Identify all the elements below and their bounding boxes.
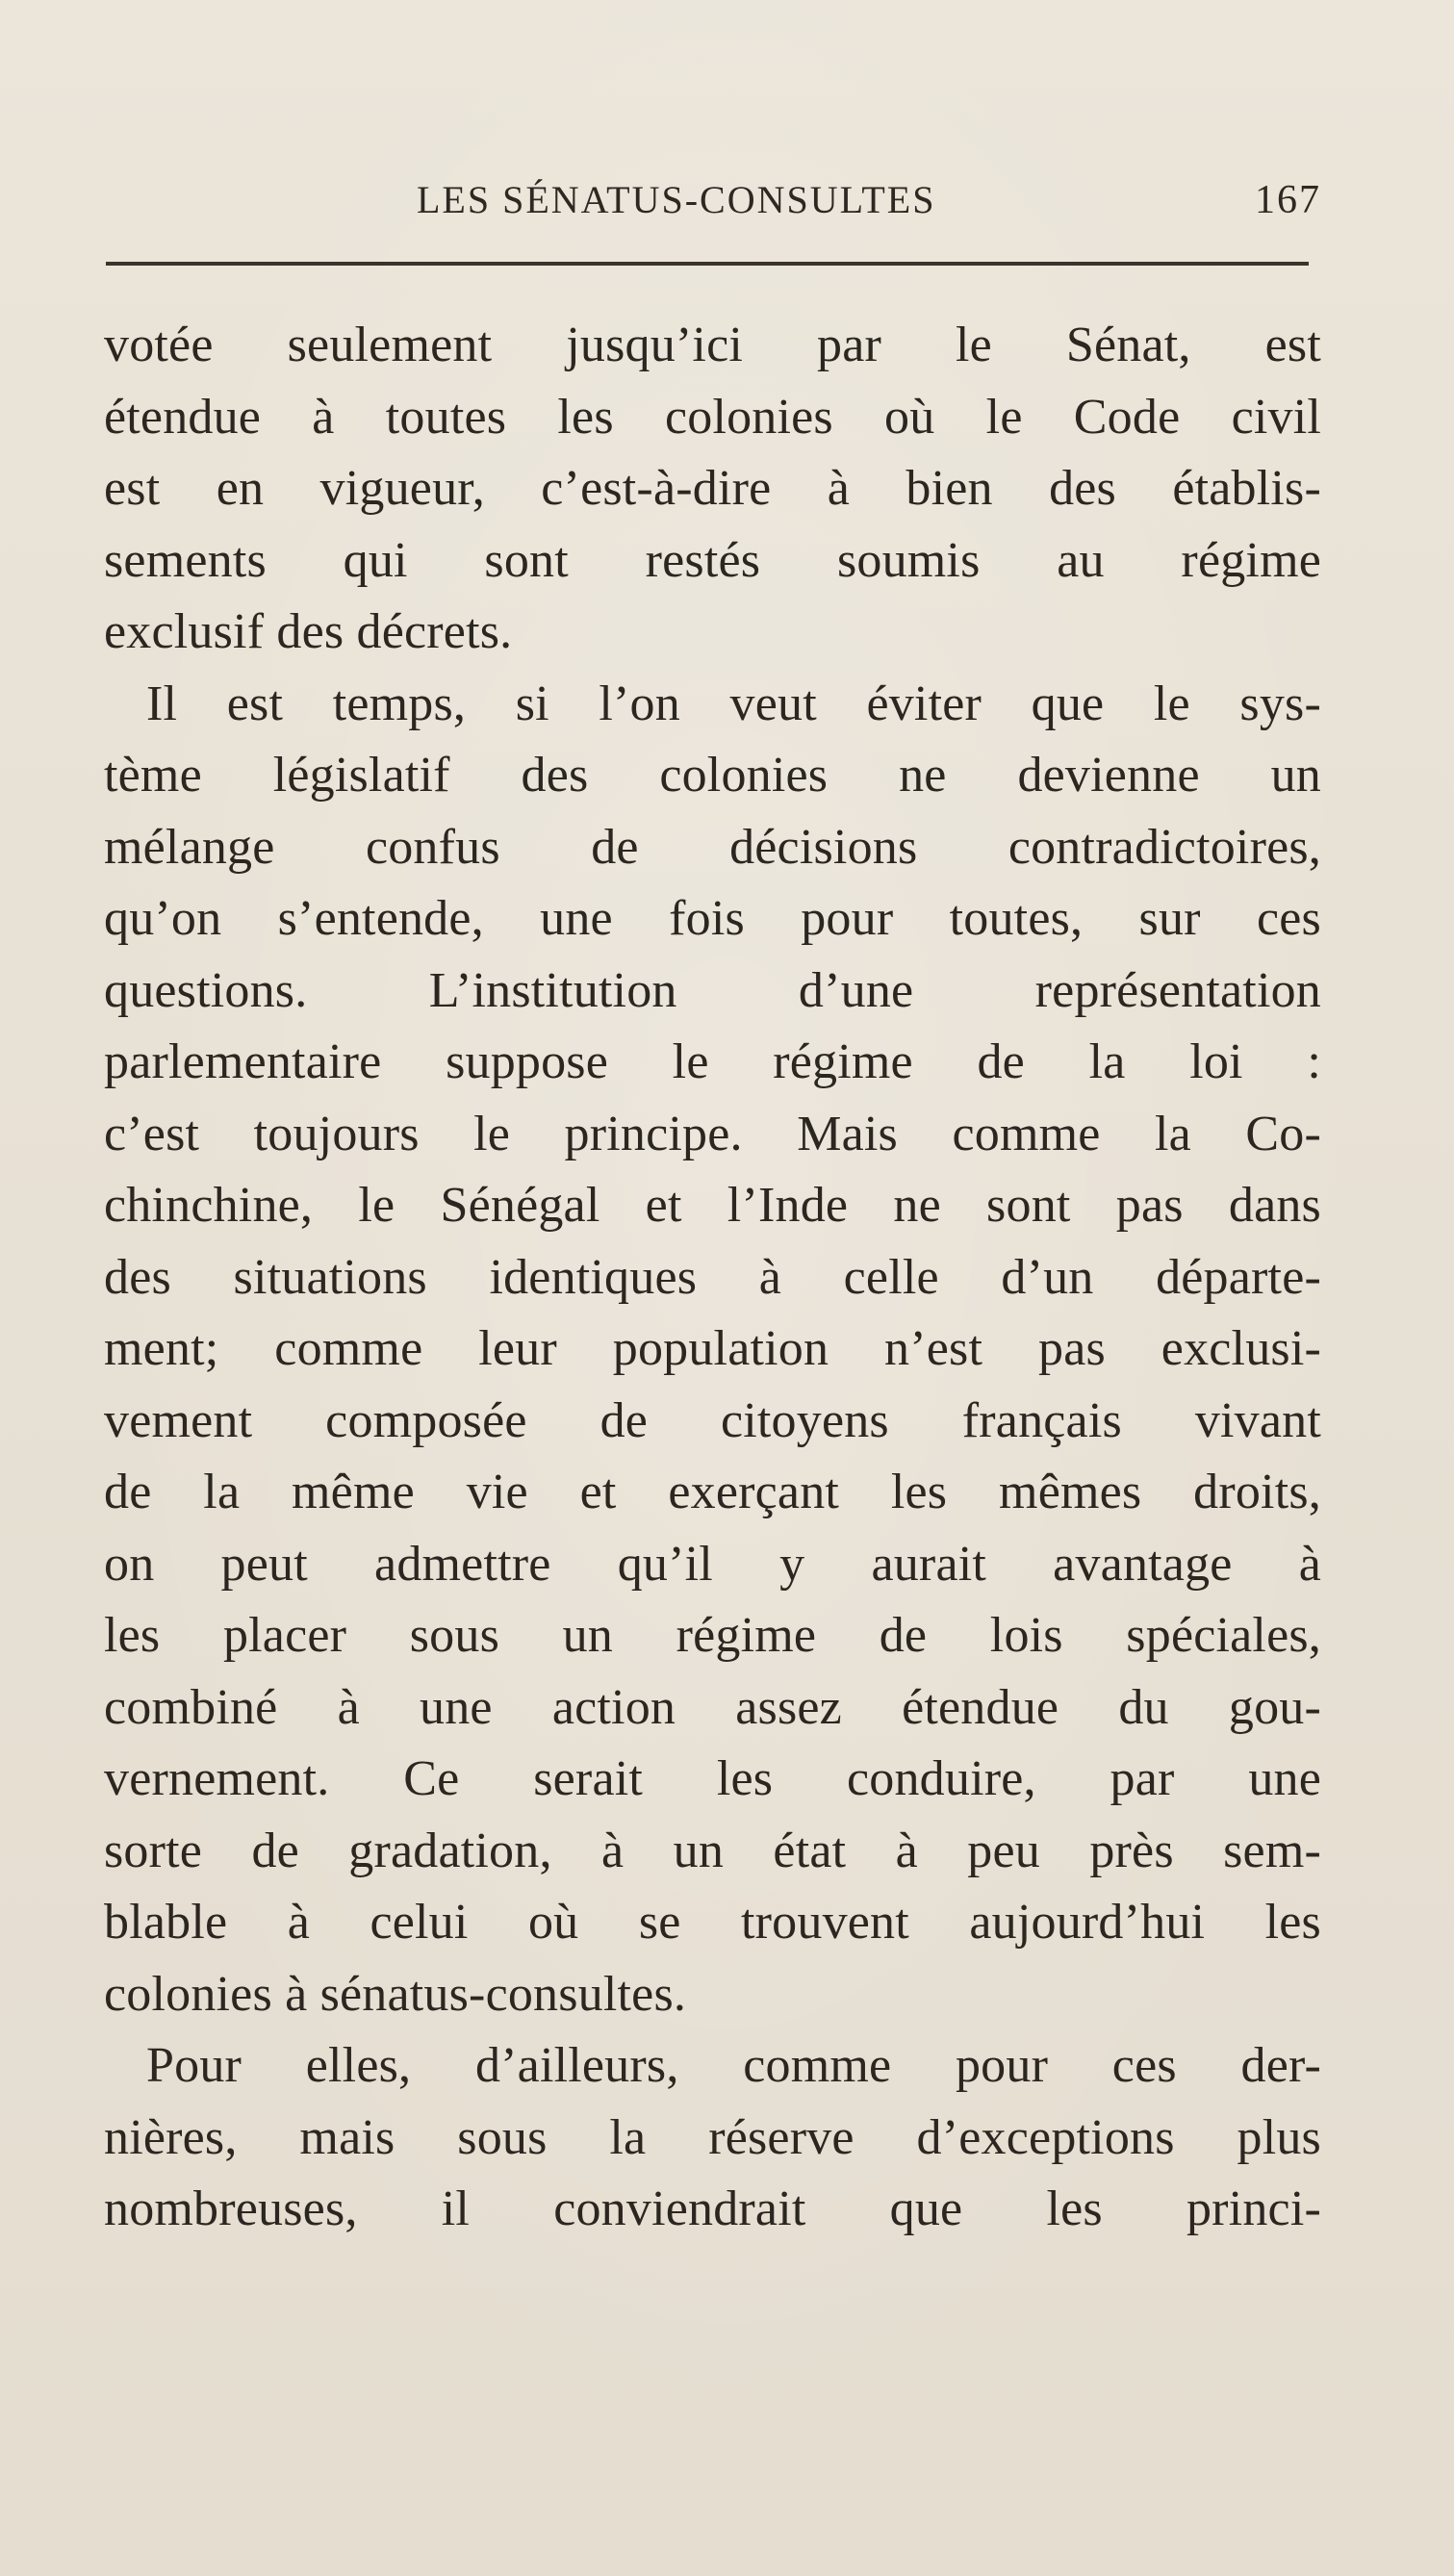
text-line: vernement. Ce serait les conduire, par une [104,1751,1321,1806]
text-line: nières, mais sous la réserve d’exceptions plus [104,2109,1321,2165]
text-line: blable à celui où se trouvent aujourd’hui les [104,1895,1321,1950]
text-line: votée seulement jusqu’ici par le Sénat, est [104,318,1321,372]
text-line: nombreuses, il conviendrait que les princi- [104,2181,1321,2236]
text-line: exclusif des décrets. [104,604,513,659]
text-line: qu’on s’entende, une fois pour toutes, sur ces [104,891,1321,946]
text-line: vement composée de citoyens français vivant [104,1392,1321,1448]
text-line: tème législatif des colonies ne devienne un [104,748,1321,803]
text-line: parlementaire suppose le régime de la loi : [104,1034,1321,1089]
text-line: les placer sous un régime de lois spéciales, [104,1608,1321,1663]
text-line: sements qui sont restés soumis au régime [104,532,1321,588]
text-line: ment; comme leur population n’est pas exclusi- [104,1321,1321,1376]
text-line: colonies à sénatus-consultes. [104,1966,687,2022]
text-line: sorte de gradation, à un état à peu près sem- [104,1823,1321,1878]
text-line: combiné à une action assez étendue du gou- [104,1679,1321,1735]
header-rule [106,262,1309,266]
text-line: mélange confus de décisions contradictoires, [104,819,1321,875]
page-number: 167 [1255,178,1321,222]
text-line: c’est toujours le principe. Mais comme la Co- [104,1106,1321,1161]
running-head [104,175,1321,225]
text-line: de la même vie et exerçant les mêmes droits, [104,1465,1321,1519]
text-line: est en vigueur, c’est-à-dire à bien des établis- [104,461,1321,516]
text-line: on peut admettre qu’il y aurait avantage à [104,1536,1321,1592]
text-line: chinchine, le Sénégal et l’Inde ne sont pas dans [104,1178,1321,1233]
text-line: Il est temps, si l’on veut éviter que le sys- [146,676,1321,731]
body-text [104,310,1321,2246]
text-line: Pour elles, d’ailleurs, comme pour ces der- [146,2038,1321,2093]
text-line: étendue à toutes les colonies où le Code civil [104,389,1321,445]
text-line: des situations identiques à celle d’un départe- [104,1249,1321,1305]
running-title: LES SÉNATUS-CONSULTES [417,178,936,221]
text-line: questions. L’institution d’une représentation [104,962,1321,1018]
